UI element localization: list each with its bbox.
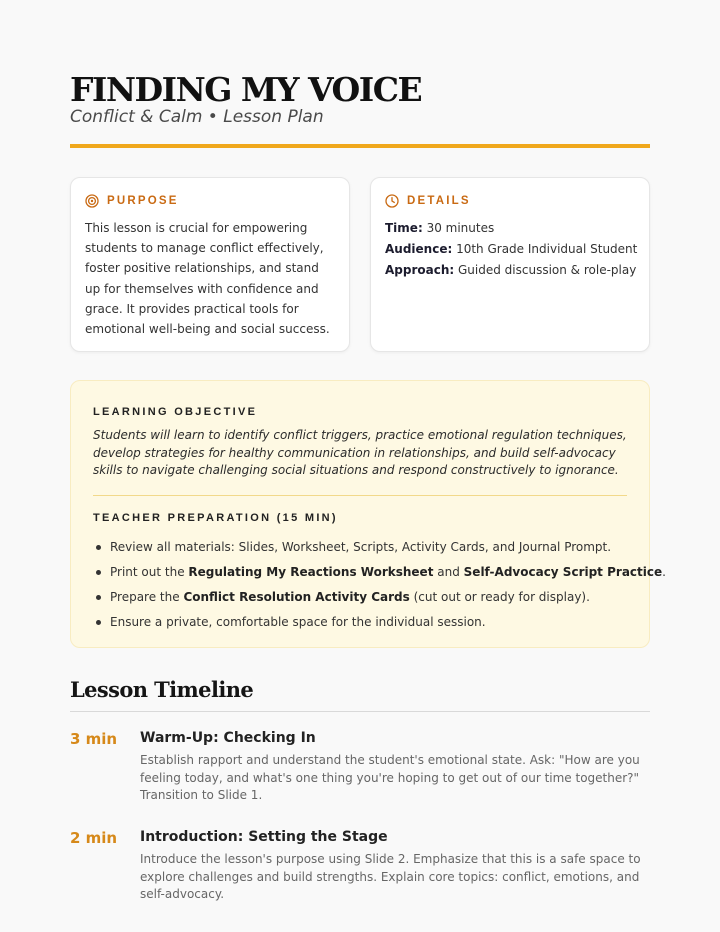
preparation-label: TEACHER PREPARATION (15 MIN): [93, 511, 338, 524]
prep-item-3-c: (cut out or ready for display).: [409, 589, 590, 604]
clock-icon: [385, 194, 399, 208]
panel-divider: [93, 495, 627, 496]
purpose-label: PURPOSE: [107, 195, 179, 207]
objective-text: Students will learn to identify conflict triggers, practice emotional regulation techniques, develop strategies for healthy communication in relationships, and build self-advocacy skills to navigate challenging social situations and respond constructively to ignorance.: [93, 428, 627, 477]
detail-audience: [385, 239, 638, 260]
detail-approach-label: Approach:: [385, 263, 455, 277]
page-subtitle: Conflict & Calm • Lesson Plan: [70, 107, 324, 127]
page-title: FINDING MY VOICE: [70, 70, 422, 109]
details-card: [370, 177, 650, 352]
timeline-step-title: Introduction: Setting the Stage: [140, 829, 388, 845]
timeline-title: Lesson Timeline: [70, 677, 254, 702]
timeline-duration: 2 min: [70, 829, 118, 847]
prep-item-2-d: Self-Advocacy Script Practice: [463, 564, 663, 579]
prep-item-1: Review all materials: Slides, Worksheet, Scripts, Activity Cards, and Journal Prompt.: [110, 539, 612, 554]
detail-audience-label: Audience:: [385, 242, 453, 256]
details-card-header: [385, 193, 635, 209]
timeline-step-description: Establish rapport and understand the student's emotional state. Ask: "How are you feeling today, and what's one thing you're hoping to get out of our time together?" Transition to Slide 1.: [140, 753, 640, 802]
prep-item-3-b: Conflict Resolution Activity Cards: [183, 589, 410, 604]
header-divider: [70, 144, 650, 148]
detail-time-label: Time:: [385, 221, 423, 235]
timeline-step-title: Warm-Up: Checking In: [140, 730, 316, 746]
details-label: DETAILS: [407, 195, 471, 207]
detail-approach-value: Guided discussion & role-play: [454, 263, 637, 277]
detail-time-value: 30 minutes: [422, 221, 495, 235]
prep-item-4: Ensure a private, comfortable space for the individual session.: [110, 614, 486, 629]
prep-item-2-c: and: [433, 564, 464, 579]
preparation-list: [93, 535, 666, 635]
purpose-card-header: [85, 193, 335, 209]
list-item: [93, 560, 666, 585]
prep-item-2-b: Regulating My Reactions Worksheet: [188, 564, 434, 579]
prep-item-2-a: Print out the: [110, 564, 189, 579]
objective-label: LEARNING OBJECTIVE: [93, 406, 258, 418]
detail-time: [385, 218, 635, 239]
list-item: [93, 610, 627, 635]
timeline-duration: 3 min: [70, 730, 118, 748]
purpose-text: This lesson is crucial for empowering students to manage conflict effectively, foster positive relationships, and stand up for themselves with confidence and grace. It provides practical tools for emotional well-being and social success.: [85, 221, 330, 337]
target-icon: [85, 194, 99, 208]
prep-item-2-e: .: [662, 564, 666, 579]
detail-approach: [385, 260, 635, 281]
list-item: [93, 585, 627, 610]
prep-item-3-a: Prepare the: [110, 589, 184, 604]
objective-panel: [70, 380, 666, 648]
purpose-card: [70, 177, 350, 352]
list-item: [93, 535, 627, 560]
detail-audience-value: 10th Grade Individual Student: [452, 242, 638, 256]
timeline-divider: [70, 711, 650, 712]
timeline-step-description: Introduce the lesson's purpose using Slide 2. Emphasize that this is a safe space to explore challenges and build strengths. Explain core topics: conflict, emotions, and self-advocacy.: [140, 852, 641, 901]
